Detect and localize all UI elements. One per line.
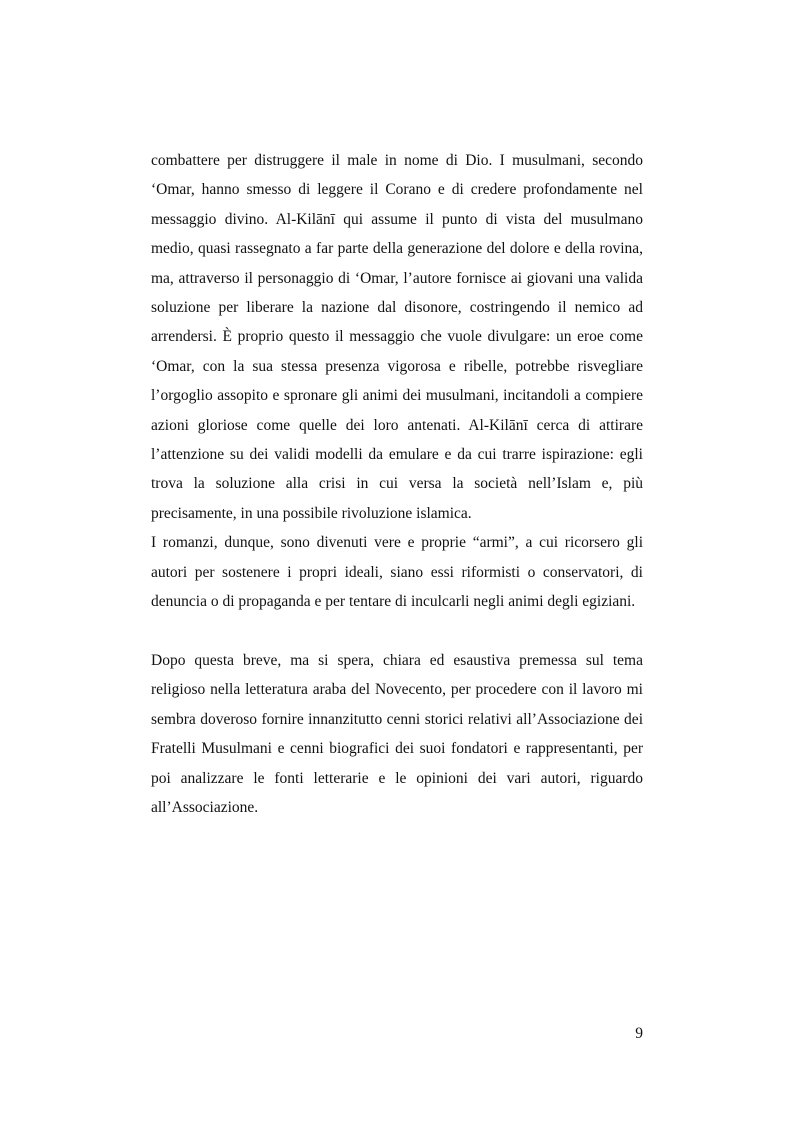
- paragraph-novels-as-weapons: I romanzi, dunque, sono divenuti vere e proprie “armi”, a cui ricorsero gli autori per sostenere i propri ideali, siano essi riformisti o conservatori, di denuncia o di propaganda e per tentare di inculcarli negli animi degli egiziani.: [151, 534, 643, 611]
- paragraph-introduction-premise: Dopo questa breve, ma si spera, chiara ed esaustiva premessa sul tema religioso nella letteratura araba del Novecento, per procedere con il lavoro mi sembra doveroso fornire innanzitutto cenni storici relativi all’Associazione dei Fratelli Musulmani e cenni biografici dei suoi fondatori e rappresentanti, per poi analizzare le fonti letterarie e le opinioni dei vari autori, riguardo all’Associazione.: [151, 651, 643, 816]
- body-text: [151, 146, 643, 822]
- page-number: 9: [635, 1025, 643, 1042]
- paragraph-spacer: [151, 617, 643, 646]
- paragraph-omar-message: combattere per distruggere il male in nome di Dio. I musulmani, secondo ‘Omar, hanno smesso di leggere il Corano e di credere profondamente nel messaggio divino. Al-Kilānī qui assume il punto di vista del musulmano medio, quasi rassegnato a far parte della generazione del dolore e della rovina, ma, attraverso il personaggio di ‘Omar, l’autore fornisce ai giovani una valida soluzione per liberare la nazione dal disonore, costringendo il nemico ad arrendersi. È proprio questo il messaggio che vuole divulgare: un eroe come ‘Omar, con la sua stessa presenza vigorosa e ribelle, potrebbe risvegliare l’orgoglio assopito e spronare gli animi dei musulmani, incitandoli a compiere azioni gloriose come quelle dei loro antenati. Al-Kilānī cerca di attirare l’attenzione su dei validi modelli da emulare e da cui trarre ispirazione: egli trova la soluzione alla crisi in cui versa la società nell’Islam e, più precisamente, in una possibile rivoluzione islamica.: [151, 152, 643, 522]
